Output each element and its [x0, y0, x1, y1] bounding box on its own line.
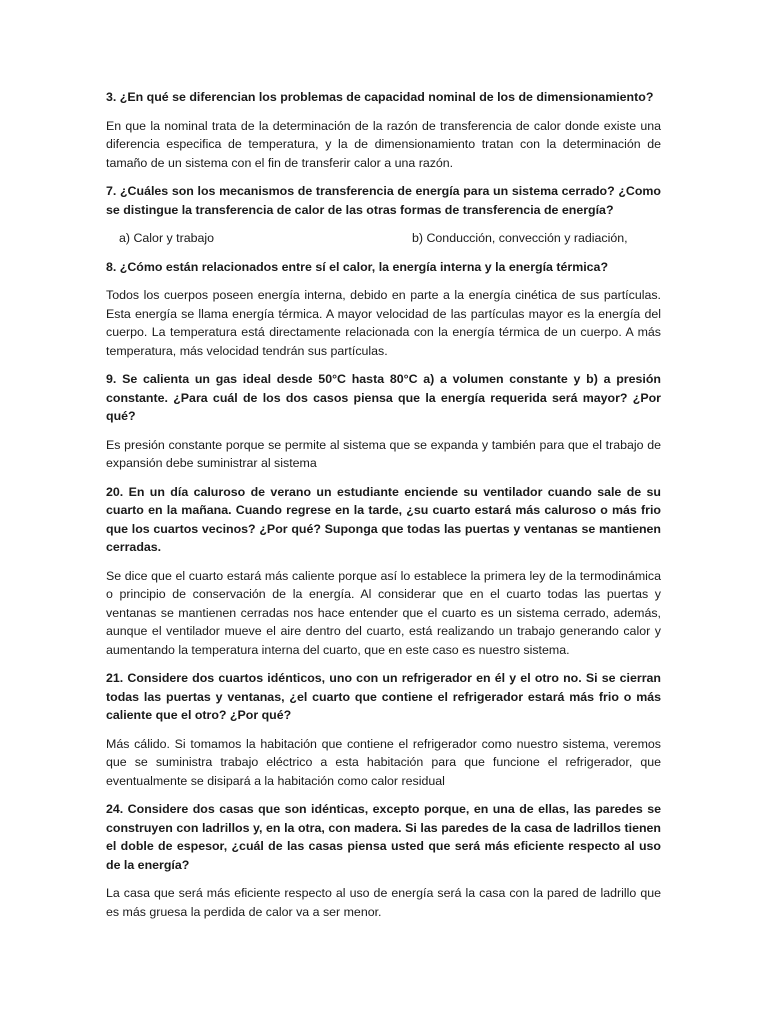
- answer-20: Se dice que el cuarto estará más caliente porque así lo establece la primera ley de la termodinámica o principio de conservación de la energía. Al considerar que en el cuarto todas las puertas y ventanas se mantienen cerradas nos hace entender que el cuarto es un sistema cerrado, además, aunque el ventilador mueve el aire dentro del cuarto, está realizando un trabajo generando calor y aumentando la temperatura interna del cuarto, que en este caso es nuestro sistema.: [106, 568, 661, 657]
- question-20: 20. En un día caluroso de verano un estudiante enciende su ventilador cuando sale de su cuarto en la mañana. Cuando regrese en la tarde, ¿su cuarto estará más caluroso o más frio que los cuartos vecinos? ¿Por qué? Suponga que todas las puertas y ventanas se mantienen cerradas.: [106, 484, 661, 554]
- answer-21: Más cálido. Si tomamos la habitación que contiene el refrigerador como nuestro sistema, veremos que se suministra trabajo eléctrico a esta habitación para que funcione el refrigerador, que eventualmente se disipará a la habitación como calor residual: [106, 736, 661, 788]
- question-21: 21. Considere dos cuartos idénticos, uno con un refrigerador en él y el otro no. Si se cierran todas las puertas y ventanas, ¿el cuarto que contiene el refrigerador estará más frio o más caliente que el otro? ¿Por qué?: [106, 671, 661, 722]
- question-3: 3. ¿En qué se diferencian los problemas de capacidad nominal de los de dimensionamiento?: [106, 90, 654, 104]
- question-8: 8. ¿Cómo están relacionados entre sí el calor, la energía interna y la energía térmica?: [106, 259, 609, 274]
- question-9: 9. Se calienta un gas ideal desde 50°C hasta 80°C a) a volumen constante y b) a presión constante. ¿Para cuál de los dos casos piensa que la energía requerida será mayor? ¿Por qué?: [106, 372, 661, 423]
- answer-7-option-b: b) Conducción, convección y radiación,: [412, 231, 628, 245]
- answer-8: Todos los cuerpos poseen energía interna, debido en parte a la energía cinética de sus partículas. Esta energía se llama energía térmica. A mayor velocidad de las partículas mayor es la energía del cuerpo. La temperatura está directamente relacionada con la energía térmica de un cuerpo. A más temperatura, más velocidad tendrán sus partículas.: [106, 288, 661, 358]
- answer-7-options: [106, 229, 661, 248]
- document-page: [106, 88, 661, 931]
- question-24: 24. Considere dos casas que son idénticas, excepto porque, en una de ellas, las paredes se construyen con ladrillos y, en la otra, con madera. Si las paredes de la casa de ladrillos tienen el doble de espesor, ¿cuál de las casas piensa usted que será más eficiente respecto al uso de la energía?: [106, 802, 661, 872]
- question-7: 7. ¿Cuáles son los mecanismos de transferencia de energía para un sistema cerrado? ¿Como se distingue la transferencia de calor de las otras formas de transferencia de energía?: [106, 184, 661, 217]
- answer-24: La casa que será más eficiente respecto al uso de energía será la casa con la pared de ladrillo que es más gruesa la perdida de calor va a ser menor.: [106, 886, 661, 919]
- answer-3: En que la nominal trata de la determinación de la razón de transferencia de calor donde existe una diferencia especifica de temperatura, y la de dimensionamiento tratan con la determinación de tamaño de un sistema con el fin de transferir calor a una razón.: [106, 118, 661, 170]
- answer-9: Es presión constante porque se permite al sistema que se expanda y también para que el trabajo de expansión debe suministrar al sistema: [106, 437, 661, 470]
- answer-7-option-a: a) Calor y trabajo: [119, 231, 215, 245]
